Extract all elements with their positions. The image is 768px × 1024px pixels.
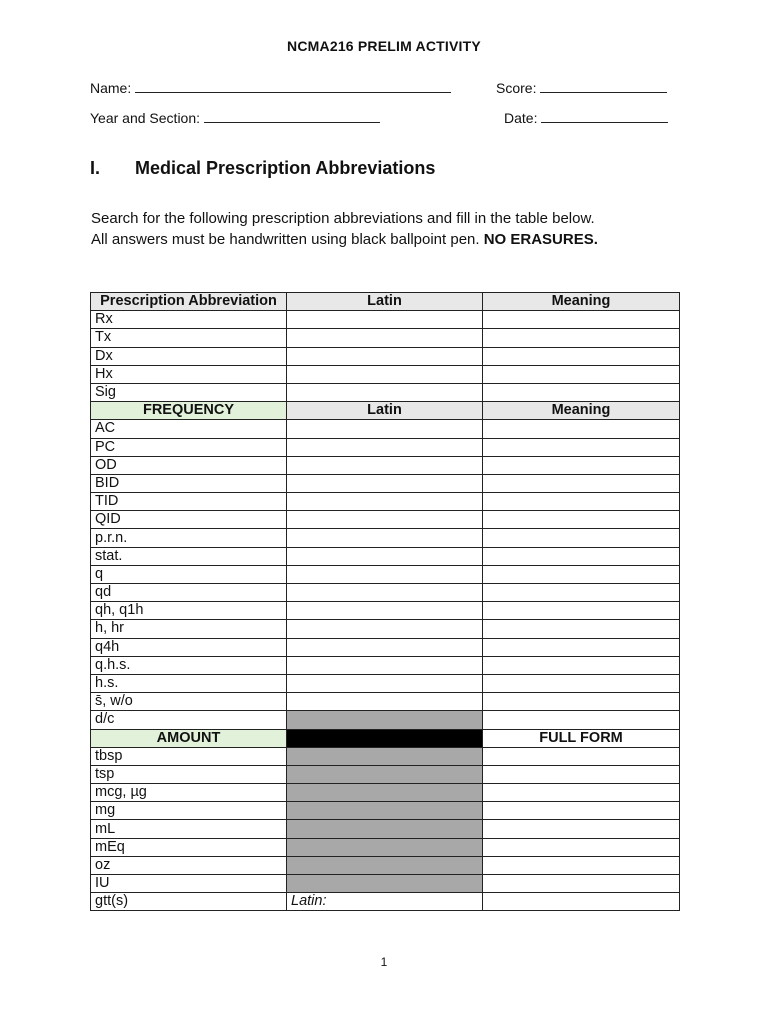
table-row (91, 438, 680, 456)
meaning-answer-cell[interactable] (483, 638, 680, 656)
header-prescription-abbreviation: Prescription Abbreviation (91, 293, 287, 311)
table-row (91, 620, 680, 638)
name-label: Name: (90, 80, 132, 96)
year-section-blank[interactable] (204, 110, 380, 123)
shaded-cell (287, 875, 483, 893)
abbreviation-cell: IU (91, 875, 287, 893)
score-blank[interactable] (540, 80, 667, 93)
meaning-answer-cell[interactable] (483, 456, 680, 474)
latin-label-cell[interactable]: Latin: (287, 893, 483, 911)
full-form-answer-cell[interactable] (483, 747, 680, 765)
latin-answer-cell[interactable] (287, 420, 483, 438)
latin-answer-cell[interactable] (287, 638, 483, 656)
full-form-answer-cell[interactable] (483, 838, 680, 856)
meaning-answer-cell[interactable] (483, 511, 680, 529)
abbreviation-cell: Tx (91, 329, 287, 347)
abbreviation-cell: Dx (91, 347, 287, 365)
meaning-answer-cell[interactable] (483, 438, 680, 456)
abbreviation-cell: gtt(s) (91, 893, 287, 911)
full-form-answer-cell[interactable] (483, 856, 680, 874)
abbreviation-cell: Hx (91, 365, 287, 383)
abbreviation-cell: mg (91, 802, 287, 820)
meaning-answer-cell[interactable] (483, 474, 680, 492)
meaning-answer-cell[interactable] (483, 565, 680, 583)
amount-blacked-cell (287, 729, 483, 747)
latin-answer-cell[interactable] (287, 656, 483, 674)
instructions (91, 208, 691, 250)
meaning-answer-cell[interactable] (483, 365, 680, 383)
latin-answer-cell[interactable] (287, 511, 483, 529)
table-row (91, 474, 680, 492)
frequency-header: FREQUENCY (91, 402, 287, 420)
section-header-row (91, 402, 680, 420)
abbreviations-table (90, 292, 680, 911)
abbreviation-cell: p.r.n. (91, 529, 287, 547)
table-row (91, 511, 680, 529)
table-row (91, 420, 680, 438)
table-row (91, 711, 680, 729)
table-row (91, 820, 680, 838)
shaded-cell (287, 711, 483, 729)
latin-answer-cell[interactable] (287, 693, 483, 711)
table-row (91, 765, 680, 783)
latin-answer-cell[interactable] (287, 674, 483, 692)
frequency-latin-header: Latin (287, 402, 483, 420)
table-row (91, 638, 680, 656)
page-number: 1 (380, 955, 388, 969)
abbreviation-cell: tsp (91, 765, 287, 783)
meaning-answer-cell[interactable] (483, 420, 680, 438)
abbreviation-cell: AC (91, 420, 287, 438)
abbreviation-cell: tbsp (91, 747, 287, 765)
header-meaning: Meaning (483, 293, 680, 311)
meaning-answer-cell[interactable] (483, 529, 680, 547)
year-section-field (90, 110, 380, 126)
table-row (91, 674, 680, 692)
meaning-answer-cell[interactable] (483, 620, 680, 638)
abbreviation-cell: oz (91, 856, 287, 874)
latin-answer-cell[interactable] (287, 365, 483, 383)
latin-answer-cell[interactable] (287, 620, 483, 638)
instructions-emphasis: NO ERASURES. (483, 231, 598, 248)
abbreviation-cell: mEq (91, 838, 287, 856)
header-latin: Latin (287, 293, 483, 311)
full-form-answer-cell[interactable] (483, 784, 680, 802)
section-heading (90, 158, 435, 179)
abbreviation-cell: BID (91, 474, 287, 492)
date-field (504, 110, 668, 126)
abbreviation-cell: h, hr (91, 620, 287, 638)
shaded-cell (287, 838, 483, 856)
full-form-answer-cell[interactable] (483, 820, 680, 838)
abbreviation-cell: mcg, µg (91, 784, 287, 802)
table-row (91, 856, 680, 874)
abbreviation-cell: mL (91, 820, 287, 838)
shaded-cell (287, 802, 483, 820)
latin-answer-cell[interactable] (287, 529, 483, 547)
latin-answer-cell[interactable] (287, 474, 483, 492)
latin-answer-cell[interactable] (287, 456, 483, 474)
frequency-meaning-header: Meaning (483, 402, 680, 420)
latin-answer-cell[interactable] (287, 383, 483, 401)
latin-answer-cell[interactable] (287, 311, 483, 329)
table-row (91, 584, 680, 602)
abbreviation-cell: q.h.s. (91, 656, 287, 674)
meaning-answer-cell[interactable] (483, 547, 680, 565)
latin-answer-cell[interactable] (287, 329, 483, 347)
latin-answer-cell[interactable] (287, 547, 483, 565)
latin-answer-cell[interactable] (287, 584, 483, 602)
year-section-label: Year and Section: (90, 110, 201, 126)
table-row (91, 347, 680, 365)
section-header-row (91, 729, 680, 747)
table-row (91, 383, 680, 401)
table-row (91, 656, 680, 674)
full-form-answer-cell[interactable] (483, 765, 680, 783)
section-number: I. (90, 158, 101, 178)
full-form-answer-cell[interactable] (483, 875, 680, 893)
table-row (91, 693, 680, 711)
meaning-answer-cell[interactable] (483, 311, 680, 329)
meaning-answer-cell[interactable] (483, 383, 680, 401)
latin-answer-cell[interactable] (287, 565, 483, 583)
shaded-cell (287, 747, 483, 765)
table-row (91, 365, 680, 383)
abbreviation-cell: Rx (91, 311, 287, 329)
instructions-line-2 (91, 229, 691, 250)
table-row (91, 875, 680, 893)
score-label: Score: (496, 80, 537, 96)
full-form-header: FULL FORM (483, 729, 680, 747)
latin-answer-cell[interactable] (287, 438, 483, 456)
meaning-answer-cell[interactable] (483, 693, 680, 711)
table-row (91, 547, 680, 565)
table-row (91, 529, 680, 547)
section-title: Medical Prescription Abbreviations (135, 158, 436, 178)
meaning-answer-cell[interactable] (483, 602, 680, 620)
shaded-cell (287, 820, 483, 838)
abbreviation-cell: Sig (91, 383, 287, 401)
meaning-answer-cell[interactable] (483, 347, 680, 365)
score-field (496, 80, 667, 96)
meaning-answer-cell[interactable] (483, 493, 680, 511)
table-row (91, 329, 680, 347)
instructions-line-1: Search for the following prescription abbreviations and fill in the table below. (91, 210, 595, 227)
table-row (91, 311, 680, 329)
shaded-cell (287, 856, 483, 874)
abbreviation-cell: PC (91, 438, 287, 456)
shaded-cell (287, 784, 483, 802)
abbreviation-cell: q4h (91, 638, 287, 656)
table-row (91, 784, 680, 802)
full-form-answer-cell[interactable] (483, 893, 680, 911)
table-row (91, 602, 680, 620)
name-field (90, 80, 451, 96)
latin-answer-cell[interactable] (287, 347, 483, 365)
table-row (91, 838, 680, 856)
name-blank[interactable] (135, 80, 451, 93)
meaning-answer-cell[interactable] (483, 584, 680, 602)
full-form-answer-cell[interactable] (483, 802, 680, 820)
shaded-cell (287, 765, 483, 783)
table-row (91, 747, 680, 765)
abbreviation-cell: OD (91, 456, 287, 474)
abbreviation-cell: stat. (91, 547, 287, 565)
abbreviation-cell: qd (91, 584, 287, 602)
abbreviation-cell: QID (91, 511, 287, 529)
table-row (91, 565, 680, 583)
instructions-text: All answers must be handwritten using black ballpoint pen. (91, 231, 484, 248)
meaning-answer-cell[interactable] (483, 656, 680, 674)
table-row (91, 456, 680, 474)
table-header-row (91, 293, 680, 311)
latin-answer-cell[interactable] (287, 602, 483, 620)
latin-answer-cell[interactable] (287, 493, 483, 511)
meaning-answer-cell[interactable] (483, 711, 680, 729)
amount-header: AMOUNT (91, 729, 287, 747)
table-row (91, 893, 680, 911)
date-blank[interactable] (541, 110, 668, 123)
table-row (91, 493, 680, 511)
abbreviation-cell: q (91, 565, 287, 583)
abbreviation-cell: h.s. (91, 674, 287, 692)
table-row (91, 802, 680, 820)
date-label: Date: (504, 110, 538, 126)
abbreviation-cell: qh, q1h (91, 602, 287, 620)
abbreviation-cell: TID (91, 493, 287, 511)
abbreviation-cell: d/c (91, 711, 287, 729)
meaning-answer-cell[interactable] (483, 674, 680, 692)
page-title: NCMA216 PRELIM ACTIVITY (287, 38, 481, 54)
abbreviation-cell: s̄, w/o (91, 693, 287, 711)
meaning-answer-cell[interactable] (483, 329, 680, 347)
